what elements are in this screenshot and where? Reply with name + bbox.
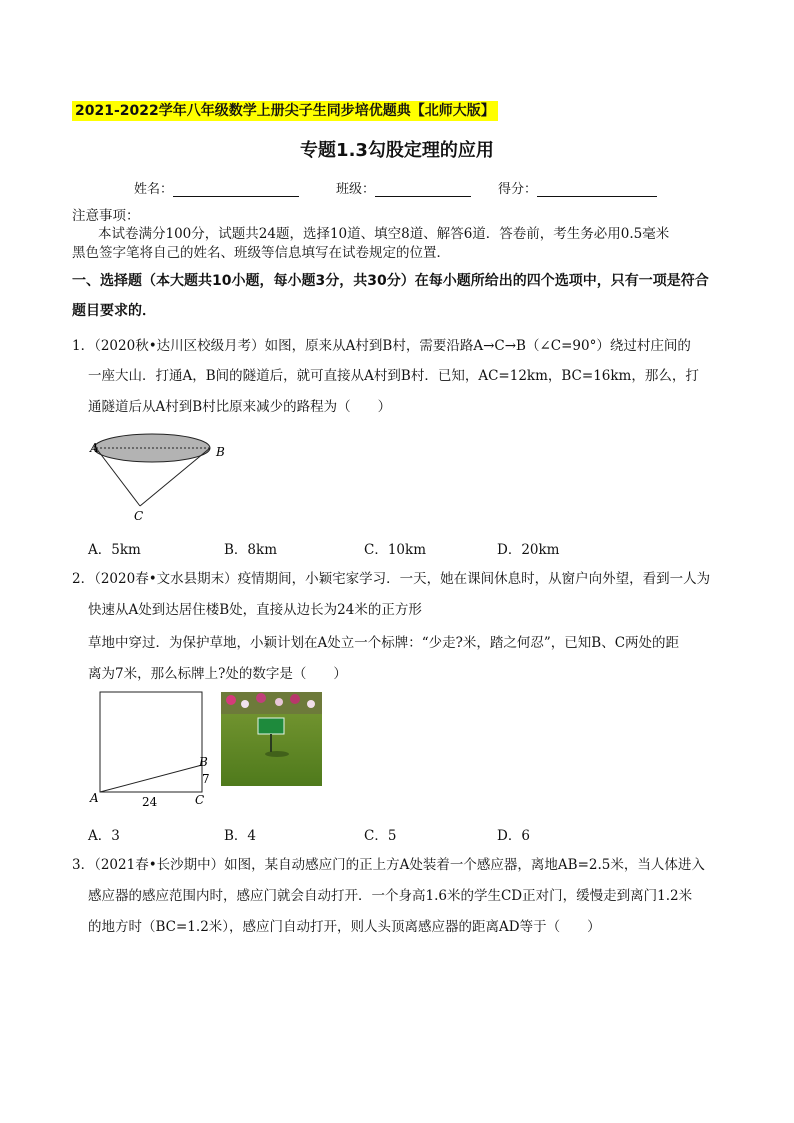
q2-side-7: 7: [202, 772, 210, 786]
class-label: 班级：: [336, 182, 376, 197]
q3-line-3: 的地方时（BC=1.2米），感应门自动打开，则人头顶离感应器的距离AD等于（ ）: [88, 919, 601, 935]
shortcut-line: [100, 765, 202, 792]
q3-line-2: 感应器的感应范围内时，感应门就会自动打开．一个身高1.6米的学生CD正对门，缓慢走到离门1.2米: [88, 888, 693, 904]
name-label: 姓名：: [134, 182, 174, 197]
notice-heading: 注意事项：: [72, 208, 140, 224]
notice-line-1: 本试卷满分100分，试题共24题，选择10道、填空8道、解答6道．答卷前，考生务必用0.5毫米: [98, 226, 670, 242]
page-title: 专题1.3勾股定理的应用: [300, 140, 494, 161]
series-tag: 2021-2022学年八年级数学上册尖子生同步培优题典【北师大版】: [72, 101, 498, 121]
q1-option-b[interactable]: B．8km: [224, 542, 277, 558]
q1-option-d[interactable]: D．20km: [497, 542, 560, 558]
q2-line-2: 快速从A处到达居住楼B处，直接从边长为24米的正方形: [88, 602, 422, 618]
q2-option-a[interactable]: A．3: [88, 828, 120, 844]
class-field[interactable]: [336, 178, 471, 197]
q1-option-c[interactable]: C．10km: [364, 542, 426, 558]
q2-line-3: 草地中穿过．为保护草地，小颖计划在A处立一个标牌：“少走?米，踏之何忍”，已知B、C两处的距: [88, 635, 680, 651]
name-field[interactable]: [134, 178, 299, 197]
score-label: 得分：: [498, 182, 538, 197]
q1-line-3: 通隧道后从A村到B村比原来减少的路程为（ ）: [88, 399, 392, 415]
q2-side-24: 24: [142, 795, 158, 808]
q2-label-a: A: [90, 791, 99, 805]
score-field[interactable]: [498, 178, 657, 197]
q2-line-1: 2．（2020春•文水县期末）疫情期间，小颖宅家学习．一天，她在课间休息时，从窗户向外望，看到一人为: [72, 571, 711, 587]
name-blank[interactable]: [173, 182, 299, 197]
class-blank[interactable]: [375, 182, 471, 197]
q1-line-1: 1．（2020秋•达川区校级月考）如图，原来从A村到B村，需要沿路A→C→B（∠C=90°）绕过村庄间的: [72, 338, 691, 354]
q2-label-b: B: [199, 755, 208, 769]
q1-label-c: C: [134, 509, 144, 523]
section-heading-line-1: 一、选择题（本大题共10小题，每小题3分，共30分）在每小题所给出的四个选项中，只有一项是符合: [72, 273, 709, 289]
lawn-sign-photo: [221, 692, 322, 786]
q1-figure: [80, 428, 240, 524]
q1-option-a[interactable]: A．5km: [88, 542, 141, 558]
section-heading-line-2: 题目要求的．: [72, 303, 156, 319]
notice-line-2: 黑色签字笔将自己的姓名、班级等信息填写在试卷规定的位置．: [72, 245, 450, 261]
q2-label-c: C: [195, 793, 205, 807]
score-blank[interactable]: [537, 182, 657, 197]
q2-figure: [86, 688, 216, 808]
q2-option-d[interactable]: D．6: [497, 828, 530, 844]
q1-label-a: A: [90, 441, 99, 455]
q1-line-2: 一座大山．打通A，B间的隧道后，就可直接从A村到B村．已知，AC=12km，BC=16km，那么，打: [88, 368, 699, 384]
grass-square: [100, 692, 202, 792]
q2-option-c[interactable]: C．5: [364, 828, 397, 844]
q3-line-1: 3．（2021春•长沙期中）如图，某自动感应门的正上方A处装着一个感应器，离地AB=2.5米，当人体进入: [72, 857, 705, 873]
q2-line-4: 离为7米，那么标牌上?处的数字是（ ）: [88, 666, 347, 682]
q1-label-b: B: [216, 445, 225, 459]
q2-option-b[interactable]: B．4: [224, 828, 257, 844]
